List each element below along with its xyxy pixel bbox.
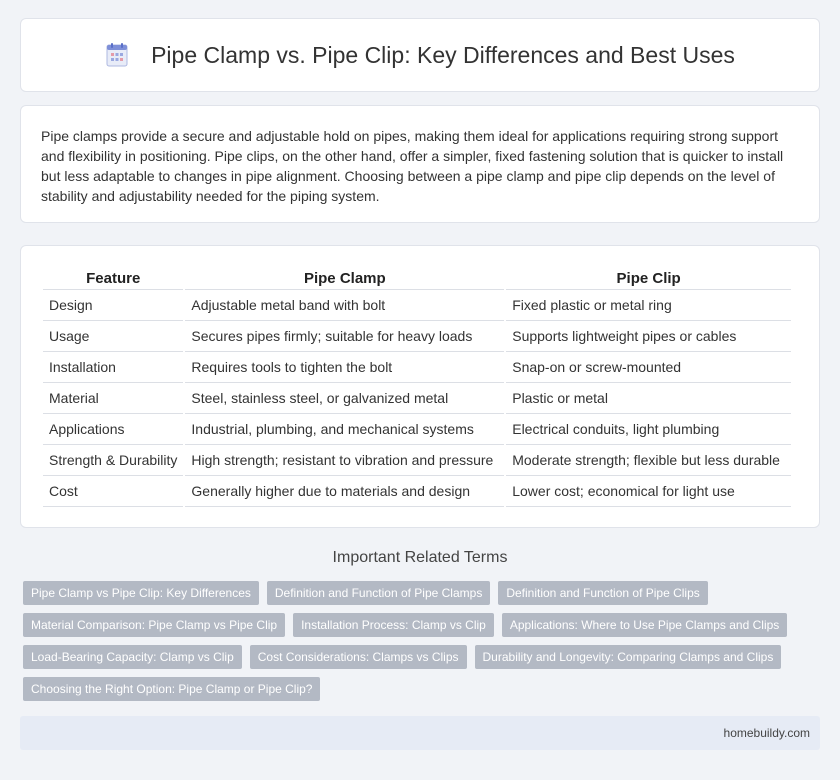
related-term-tag[interactable]: Installation Process: Clamp vs Clip — [293, 613, 494, 637]
header-feature: Feature — [43, 264, 183, 290]
table-row — [43, 290, 791, 321]
feature-cell: Usage — [43, 321, 183, 352]
tag-row — [23, 581, 823, 605]
pipe-clip-cell: Moderate strength; flexible but less durable — [506, 445, 791, 476]
related-term-tag[interactable]: Choosing the Right Option: Pipe Clamp or Pipe Clip? — [23, 677, 320, 701]
related-term-tag[interactable]: Pipe Clamp vs Pipe Clip: Key Differences — [23, 581, 259, 605]
tag-row — [23, 677, 823, 701]
related-terms-title: Important Related Terms — [332, 549, 508, 566]
pipe-clip-cell: Supports lightweight pipes or cables — [506, 321, 791, 352]
table-row — [43, 414, 791, 445]
header-pipe-clip: Pipe Clip — [506, 264, 791, 290]
table-row — [43, 352, 791, 383]
table-row — [43, 445, 791, 476]
feature-cell: Design — [43, 290, 183, 321]
comparison-table — [41, 264, 793, 507]
related-term-tag[interactable]: Material Comparison: Pipe Clamp vs Pipe Clip — [23, 613, 285, 637]
feature-cell: Cost — [43, 476, 183, 507]
footer — [20, 716, 820, 750]
pipe-clip-cell: Snap-on or screw-mounted — [506, 352, 791, 383]
table-row — [43, 321, 791, 352]
feature-cell: Strength & Durability — [43, 445, 183, 476]
comparison-table-card — [20, 245, 820, 528]
pipe-clamp-cell: Secures pipes firmly; suitable for heavy loads — [185, 321, 504, 352]
table-row — [43, 476, 791, 507]
feature-cell: Applications — [43, 414, 183, 445]
pipe-clamp-cell: Generally higher due to materials and design — [185, 476, 504, 507]
pipe-clamp-cell: Industrial, plumbing, and mechanical systems — [185, 414, 504, 445]
header-pipe-clamp: Pipe Clamp — [185, 264, 504, 290]
intro-paragraph: Pipe clamps provide a secure and adjustable hold on pipes, making them ideal for applications requiring strong support and flexibility in positioning. Pipe clips, on the other hand, offer a simpler, fixed fastening solution that is quicker to install but less adaptable to changes in pipe alignment. Choosing between a pipe clamp and pipe clip depends on the level of stability and adjustability needed for the piping system. — [41, 128, 784, 204]
related-term-tag[interactable]: Durability and Longevity: Comparing Clamps and Clips — [475, 645, 782, 669]
related-terms-tags — [23, 581, 823, 709]
related-term-tag[interactable]: Cost Considerations: Clamps vs Clips — [250, 645, 467, 669]
pipe-clamp-cell: Steel, stainless steel, or galvanized metal — [185, 383, 504, 414]
table-row — [43, 383, 791, 414]
pipe-clip-cell: Plastic or metal — [506, 383, 791, 414]
related-term-tag[interactable]: Applications: Where to Use Pipe Clamps and Clips — [502, 613, 787, 637]
feature-cell: Material — [43, 383, 183, 414]
pipe-clamp-cell: Requires tools to tighten the bolt — [185, 352, 504, 383]
pipe-clamp-cell: High strength; resistant to vibration and pressure — [185, 445, 504, 476]
pipe-clip-cell: Fixed plastic or metal ring — [506, 290, 791, 321]
page-title-text: Pipe Clamp vs. Pipe Clip: Key Differences and Best Uses — [151, 41, 735, 68]
pipe-clamp-cell: Adjustable metal band with bolt — [185, 290, 504, 321]
pipe-clip-cell: Electrical conduits, light plumbing — [506, 414, 791, 445]
page-title — [105, 42, 735, 69]
feature-cell: Installation — [43, 352, 183, 383]
table-header-row — [43, 264, 791, 290]
tag-row — [23, 613, 823, 637]
pipe-clip-cell: Lower cost; economical for light use — [506, 476, 791, 507]
footer-site: homebuildy.com — [723, 726, 810, 740]
intro-card — [20, 105, 820, 223]
related-term-tag[interactable]: Definition and Function of Pipe Clamps — [267, 581, 490, 605]
document-icon — [105, 42, 129, 68]
tag-row — [23, 645, 823, 669]
related-term-tag[interactable]: Definition and Function of Pipe Clips — [498, 581, 707, 605]
title-card — [20, 18, 820, 92]
related-term-tag[interactable]: Load-Bearing Capacity: Clamp vs Clip — [23, 645, 242, 669]
